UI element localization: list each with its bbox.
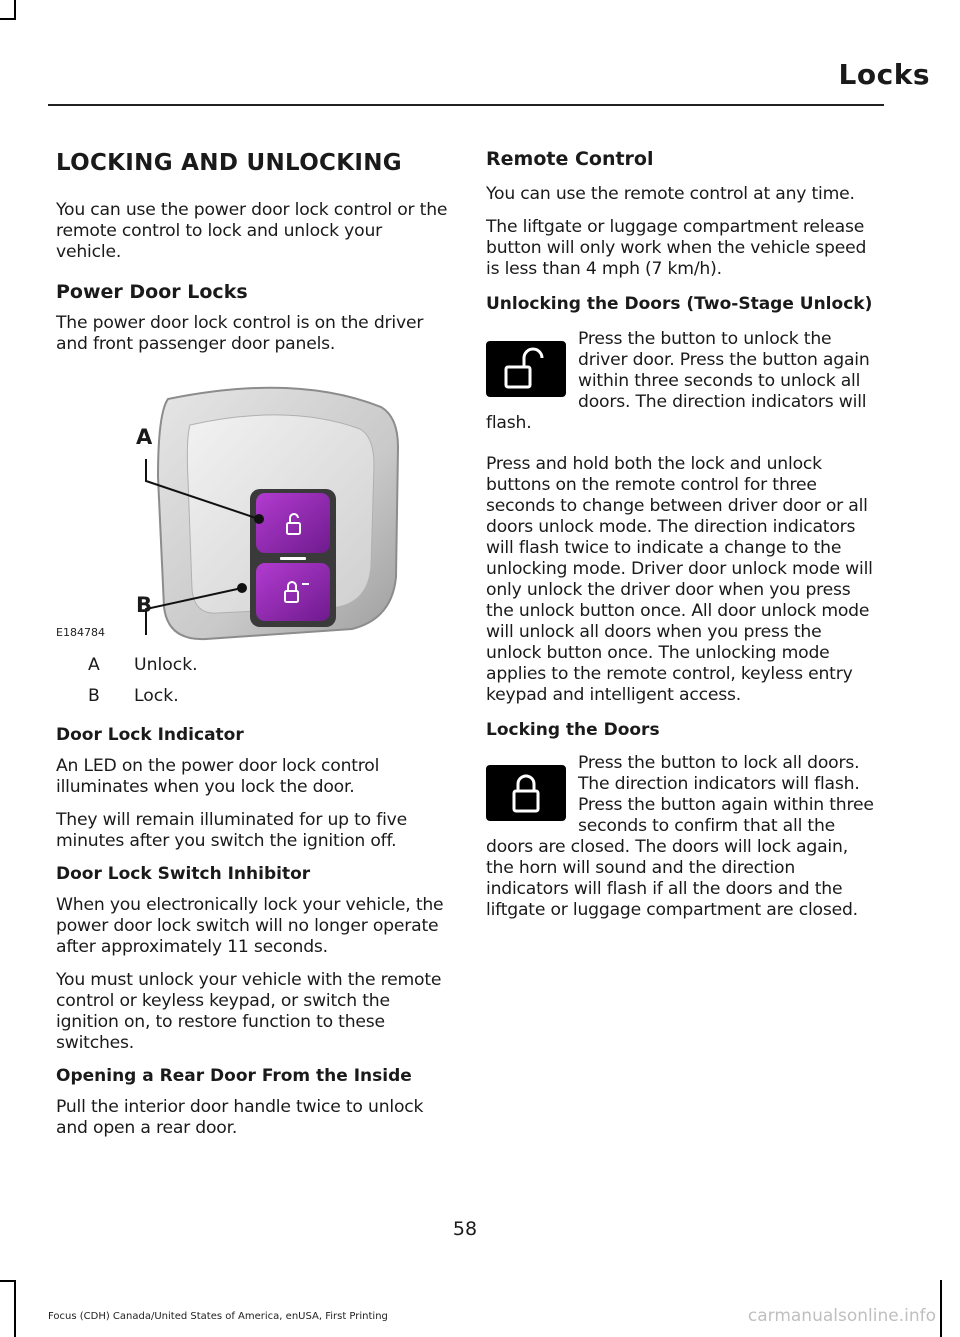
legend-key: A [88, 655, 100, 675]
crop-mark [0, 18, 16, 20]
inhibitor-text-1: When you electronically lock your vehicle, the power door lock switch will no longer operate after approximately 11 seconds. [56, 895, 444, 957]
remote-text-2: The liftgate or luggage compartment release button will only work when the vehicle speed is less than 4 mph (7 km/h). [486, 217, 867, 279]
page-number: 58 [452, 1218, 478, 1240]
crop-mark [14, 0, 16, 20]
remote-text-1: You can use the remote control at any time. [486, 184, 855, 204]
rear-door-text: Pull the interior door handle twice to unlock and open a rear door. [56, 1097, 424, 1138]
indicator-text-1: An LED on the power door lock control illuminates when you lock the door. [56, 756, 380, 797]
unlock-text-2: Press and hold both the lock and unlock buttons on the remote control for three seconds to change between driver door or all doors unlock mode. The direction indicators will flash twice to indicate a change to the unlocking mode. Driver door unlock mode will only unlock the driver door when you press the unlock button once. All door unlock mode will unlock all doors when you press the unlock button once. The unlocking mode applies to the remote control, keyless entry keypad and intelligent access. [486, 454, 873, 705]
indicator-text-2: They will remain illuminated for up to five minutes after you switch the ignition off. [56, 810, 408, 851]
power-door-locks-text: The power door lock control is on the driver and front passenger door panels. [56, 313, 424, 354]
remote-control-heading: Remote Control [486, 148, 654, 170]
rear-door-heading: Opening a Rear Door From the Inside [56, 1066, 412, 1086]
legend-text: Lock. [134, 686, 179, 706]
right-column [486, 140, 880, 933]
intro-text: You can use the power door lock control or the remote control to lock and unlock your vehicle. [56, 200, 448, 262]
inhibitor-text-2: You must unlock your vehicle with the remote control or keyless keypad, or switch the ignition on, to restore function to these switches. [56, 970, 442, 1053]
header-rule [48, 104, 884, 106]
unlocking-heading: Unlocking the Doors (Two-Stage Unlock) [486, 294, 873, 314]
callout-label-b: B [136, 593, 153, 617]
left-column [56, 140, 448, 1151]
lock-icon [486, 765, 566, 821]
crop-mark [0, 1280, 16, 1282]
unlock-icon [486, 341, 566, 397]
door-lock-indicator-heading: Door Lock Indicator [56, 725, 244, 745]
switch-inhibitor-heading: Door Lock Switch Inhibitor [56, 864, 311, 884]
locking-heading: Locking the Doors [486, 720, 660, 740]
section-heading: LOCKING AND UNLOCKING [56, 150, 402, 176]
watermark: carmanualsonline.info [747, 1306, 936, 1326]
callout-label-a: A [136, 425, 153, 449]
legend-key: B [88, 686, 100, 706]
page-title: Locks [838, 58, 930, 91]
legend-row [56, 686, 448, 707]
legend-text: Unlock. [134, 655, 198, 675]
unlock-text-1: Press the button to unlock the driver door. Press the button again within three seconds to unlock all doors. The direction indicators will flash. [486, 329, 870, 433]
lock-text: Press the button to lock all doors. The direction indicators will flash. Press the button again within three seconds to confirm that all the doors are closed. The doors will lock again, the horn will sound and the direction indicators will flash if all the doors and the liftgate or luggage compartment are closed. [486, 753, 874, 920]
door-lock-control-illustration [56, 367, 448, 641]
legend-row [56, 655, 448, 676]
footer-info: Focus (CDH) Canada/United States of America, enUSA, First Printing [48, 1311, 388, 1322]
door-lock-control-figure [56, 367, 448, 641]
crop-mark [14, 1280, 16, 1337]
crop-mark [940, 1280, 942, 1337]
figure-code: E184784 [56, 626, 105, 639]
power-door-locks-heading: Power Door Locks [56, 281, 248, 303]
